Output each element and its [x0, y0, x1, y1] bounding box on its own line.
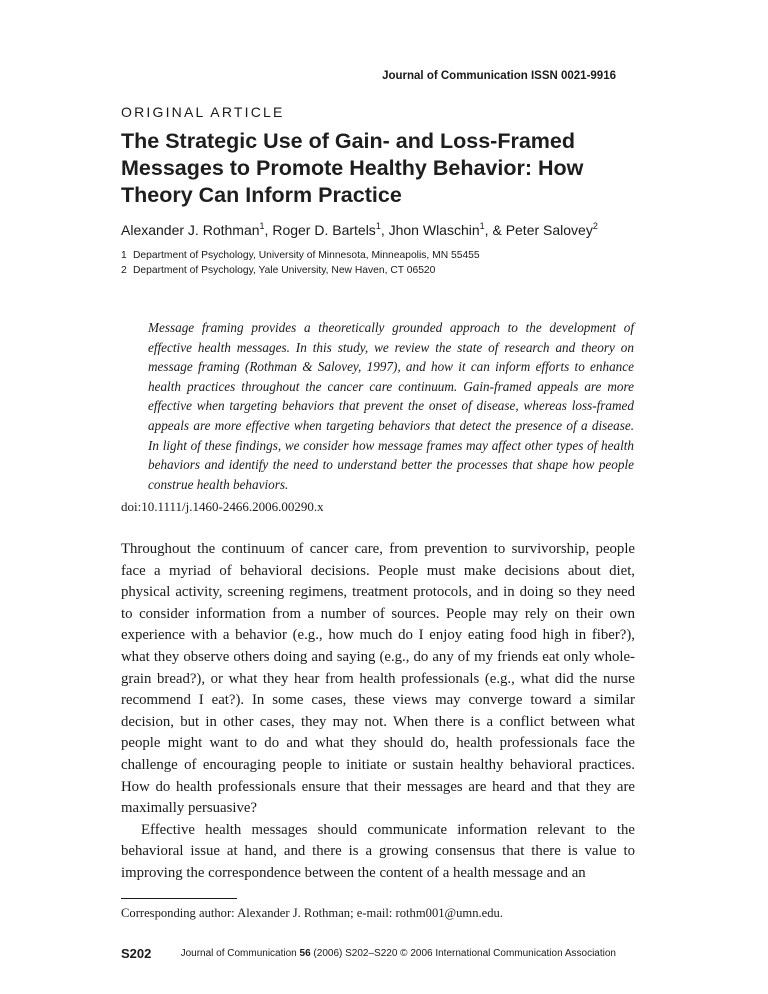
author-name: Alexander J. Rothman [121, 222, 260, 238]
corresponding-author-footnote: Corresponding author: Alexander J. Rothman; e-mail: rothm001@umn.edu. [121, 906, 503, 920]
author-name: Roger D. Bartels [272, 222, 376, 238]
footer-volume: 56 [299, 948, 311, 959]
footer-journal: Journal of Communication [180, 948, 300, 959]
page-number: S202 [121, 946, 152, 961]
author-separator: , [264, 222, 273, 238]
journal-issn-header: Journal of Communication ISSN 0021-9916 [382, 70, 616, 82]
affiliation [121, 263, 480, 278]
affiliation [121, 248, 480, 263]
abstract: Message framing provides a theoretically grounded approach to the development of effective health messages. In this study, we review the state of research and theory on message framing (Rothman & Salovey, 1997), and how it can inform efforts to enhance health practices throughout the cancer care continuum. Gain-framed appeals are more effective when targeting behaviors that prevent the onset of disease, whereas loss-framed appeals are more effective when targeting behaviors that detect the presence of a disease. In light of these findings, we consider how message frames may affect other types of health behaviors and identify the need to understand better the processes that shape how people construe health behaviors. [148, 320, 634, 492]
affiliation-text: Department of Psychology, Yale University, New Haven, CT 06520 [133, 265, 436, 276]
affiliation-list [121, 248, 480, 278]
author-separator: , [380, 222, 389, 238]
author-name: Jhon Wlaschin [388, 222, 480, 238]
article-title: The Strategic Use of Gain- and Loss-Framed Messages to Promote Healthy Behavior: How Theory Can Inform Practice [121, 129, 584, 207]
body-paragraph: Effective health messages should communicate information relevant to the behavioral issue at hand, and there is a growing consensus that there is value to improving the correspondence between the content of a health message and an [121, 821, 635, 881]
article-type-label: ORIGINAL ARTICLE [121, 104, 285, 120]
author-affiliation-marker: 1 [479, 221, 485, 231]
article-body [121, 539, 635, 885]
footer-citation [181, 948, 616, 959]
affiliation-number: 2 [121, 265, 127, 276]
author-separator: , & [484, 222, 506, 238]
footnote-divider [121, 898, 237, 899]
footer-rest: (2006) S202–S220 © 2006 International Communication Association [310, 948, 616, 959]
author-affiliation-marker: 1 [259, 221, 265, 231]
affiliation-number: 1 [121, 250, 127, 261]
author-list [121, 222, 598, 238]
author-name: Peter Salovey [505, 222, 593, 238]
affiliation-text: Department of Psychology, University of Minnesota, Minneapolis, MN 55455 [133, 250, 480, 261]
author-affiliation-marker: 1 [375, 221, 381, 231]
author [389, 222, 506, 238]
author-affiliation-marker: 2 [592, 221, 598, 231]
body-paragraph: Throughout the continuum of cancer care, from prevention to survivorship, people face a myriad of behavioral decisions. People must make decisions about diet, physical activity, screening regimens, treatment protocols, and in doing so they need to consider information from a number of sources. People may rely on their own experience with a behavior (e.g., how much do I enjoy eating food high in fiber?), what they observe others doing and saying (e.g., do any of my friends eat only whole-grain bread?), or what they hear from health professionals (e.g., what did the nurse recommend I eat?). In some cases, these views may converge toward a similar decision, but in other cases, they may not. When there is a conflict between what people might want to do and what they should do, health professionals face the challenge of encouraging people to initiate or sustain healthy behavioral practices. How do health professionals ensure that their messages are heard and that they are maximally persuasive? [121, 541, 635, 817]
author [506, 222, 598, 238]
author [121, 222, 272, 238]
author [272, 222, 388, 238]
doi-link[interactable]: doi:10.1111/j.1460-2466.2006.00290.x [121, 499, 324, 514]
